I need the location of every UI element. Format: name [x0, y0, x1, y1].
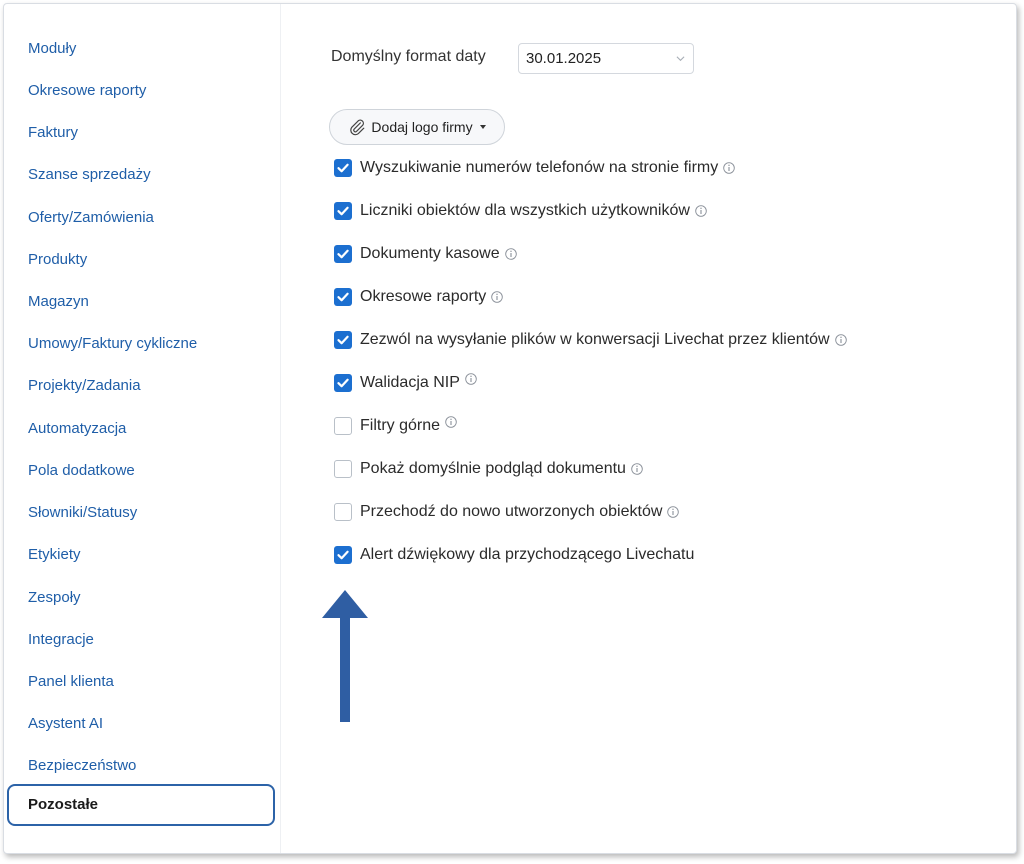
- sidebar-item-pozostale[interactable]: Pozostałe: [7, 784, 275, 826]
- sidebar-item-projekty-zadania[interactable]: Projekty/Zadania: [28, 377, 141, 394]
- option-label: Pokaż domyślnie podgląd dokumentu: [360, 460, 626, 477]
- check-icon: [336, 333, 350, 347]
- checkbox-top-filters[interactable]: [334, 417, 352, 435]
- check-icon: [336, 290, 350, 304]
- option-label: Filtry górne: [360, 417, 441, 434]
- option-label: Dokumenty kasowe: [360, 245, 500, 262]
- option-goto-new-objects: [334, 501, 679, 523]
- sidebar-item-bezpieczenstwo[interactable]: Bezpieczeństwo: [28, 757, 137, 774]
- sidebar-item-magazyn[interactable]: Magazyn: [28, 293, 89, 310]
- checkbox-livechat-files[interactable]: [334, 331, 352, 349]
- info-icon[interactable]: [491, 291, 503, 303]
- sidebar-item-slowniki-statusy[interactable]: Słowniki/Statusy: [28, 504, 138, 521]
- option-periodic-reports: [334, 286, 503, 308]
- add-logo-label: Dodaj logo firmy: [371, 119, 473, 135]
- date-format-value: 30.01.2025: [526, 50, 602, 67]
- checkbox-phone-search[interactable]: [334, 159, 352, 177]
- info-icon[interactable]: [667, 506, 679, 518]
- settings-content: [281, 4, 1016, 853]
- sidebar-item-moduly[interactable]: Moduły: [28, 40, 77, 57]
- checkbox-periodic-reports[interactable]: [334, 288, 352, 306]
- option-label: Alert dźwiękowy dla przychodzącego Livechatu: [360, 546, 695, 563]
- sidebar-item-szanse-sprzedazy[interactable]: Szanse sprzedaży: [28, 166, 151, 183]
- date-format-select[interactable]: [518, 43, 694, 74]
- check-icon: [336, 376, 350, 390]
- check-icon: [336, 204, 350, 218]
- option-nip-validation: [334, 372, 477, 394]
- sidebar-item-etykiety[interactable]: Etykiety: [28, 546, 81, 563]
- settings-sidebar: [4, 4, 281, 853]
- sidebar-item-faktury[interactable]: Faktury: [28, 124, 79, 141]
- sidebar-item-automatyzacja[interactable]: Automatyzacja: [28, 420, 127, 437]
- date-format-label: Domyślny format daty: [331, 48, 486, 65]
- checkbox-nip-validation[interactable]: [334, 374, 352, 392]
- sidebar-item-oferty-zamowienia[interactable]: Oferty/Zamówienia: [28, 209, 154, 226]
- option-livechat-sound-alert: [334, 544, 694, 566]
- sidebar-item-integracje[interactable]: Integracje: [28, 631, 94, 648]
- option-label: Okresowe raporty: [360, 288, 487, 305]
- sidebar-item-zespoly[interactable]: Zespoły: [28, 589, 81, 606]
- checkbox-document-preview[interactable]: [334, 460, 352, 478]
- sidebar-item-okresowe-raporty[interactable]: Okresowe raporty: [28, 82, 147, 99]
- caret-down-icon: [480, 125, 486, 129]
- option-label: Wyszukiwanie numerów telefonów na stronie firmy: [360, 159, 719, 176]
- info-icon[interactable]: [723, 162, 735, 174]
- option-label: Zezwól na wysyłanie plików w konwersacji Livechat przez klientów: [360, 331, 830, 348]
- chevron-down-icon: [676, 54, 685, 63]
- option-label: Liczniki obiektów dla wszystkich użytkowników: [360, 202, 690, 219]
- info-icon[interactable]: [445, 416, 457, 428]
- checkbox-cash-documents[interactable]: [334, 245, 352, 263]
- option-top-filters: [334, 415, 457, 437]
- check-icon: [336, 247, 350, 261]
- option-label: Walidacja NIP: [360, 374, 460, 391]
- checkbox-livechat-sound-alert[interactable]: [334, 546, 352, 564]
- info-icon[interactable]: [835, 334, 847, 346]
- option-object-counters: [334, 200, 707, 222]
- sidebar-item-pola-dodatkowe[interactable]: Pola dodatkowe: [28, 462, 135, 479]
- info-icon[interactable]: [695, 205, 707, 217]
- checkbox-goto-new-objects[interactable]: [334, 503, 352, 521]
- info-icon[interactable]: [465, 373, 477, 385]
- check-icon: [336, 548, 350, 562]
- add-logo-button[interactable]: [329, 109, 505, 145]
- option-livechat-files: [334, 329, 847, 351]
- option-phone-search: [334, 157, 735, 179]
- sidebar-item-panel-klienta[interactable]: Panel klienta: [28, 673, 114, 690]
- info-icon[interactable]: [631, 463, 643, 475]
- settings-window: [3, 3, 1017, 854]
- option-label: Przechodź do nowo utworzonych obiektów: [360, 503, 663, 520]
- checkbox-object-counters[interactable]: [334, 202, 352, 220]
- info-icon[interactable]: [505, 248, 517, 260]
- arrow-up-icon: [320, 588, 370, 724]
- check-icon: [336, 161, 350, 175]
- option-document-preview: [334, 458, 643, 480]
- sidebar-item-produkty[interactable]: Produkty: [28, 251, 88, 268]
- paperclip-icon: [348, 118, 366, 136]
- sidebar-item-asystent-ai[interactable]: Asystent AI: [28, 715, 104, 732]
- option-cash-documents: [334, 243, 517, 265]
- sidebar-item-umowy-faktury-cykliczne[interactable]: Umowy/Faktury cykliczne: [28, 335, 198, 352]
